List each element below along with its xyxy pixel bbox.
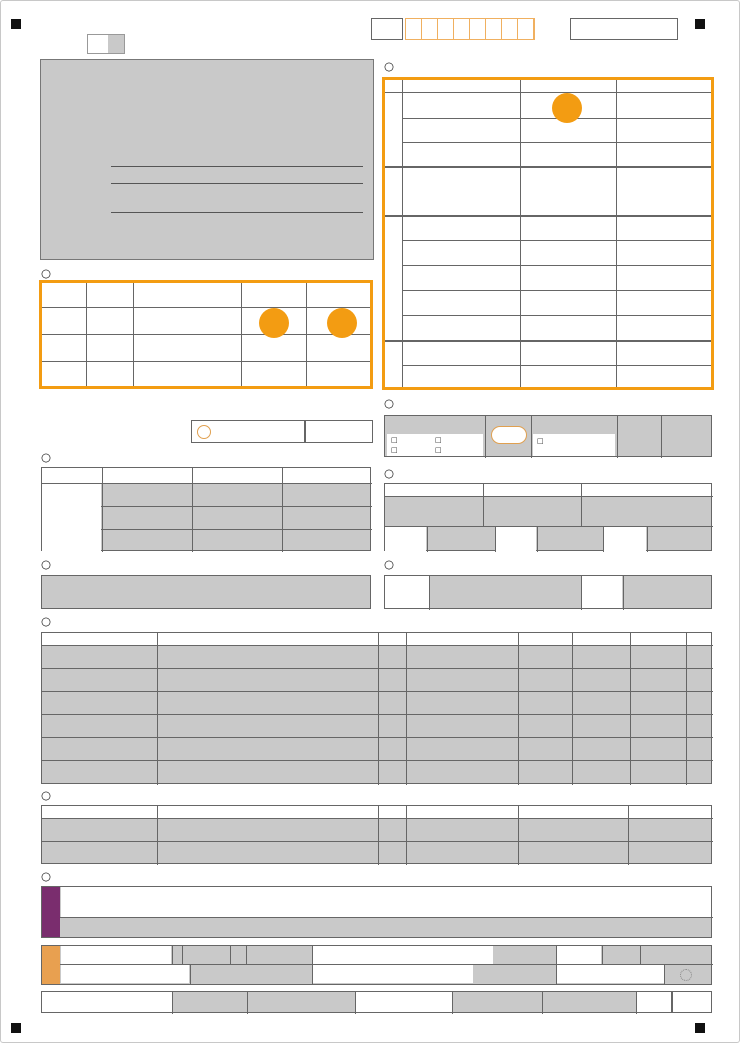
employee-section-title: ○ [41,788,52,802]
grid-line [661,416,662,458]
era-year-box[interactable] [87,34,125,54]
grid-line [542,992,543,1014]
casualty-table [384,483,712,551]
grid-line [42,714,713,715]
grid-line [172,946,173,964]
grid-line [572,633,573,785]
donation-table [384,575,712,609]
casualty-section-title: ○ [384,466,395,480]
grid-line [157,806,158,865]
era-year-gray [108,35,124,53]
insurance-section-title: ○ [384,59,395,73]
grid-line [378,806,379,865]
grid-line [42,760,713,761]
grid-line [282,468,283,552]
shimei-line [111,212,363,213]
office-bg [557,965,665,983]
grid-line [42,691,713,692]
yago-line [111,183,363,184]
footer-label-bg [42,992,172,1012]
grid-line [452,992,453,1014]
grid-line [42,818,713,819]
business-tax-tag [42,946,60,984]
grid-line [172,992,173,1014]
nontax-bg [61,946,171,964]
sale-bg [313,965,473,983]
grid-line [157,633,158,785]
side-note-wrap [713,119,733,965]
single-parent-option[interactable] [491,426,527,444]
badge-1 [259,308,289,338]
grid-line [190,964,191,984]
grid-line [518,806,519,865]
address-section [40,59,374,260]
grid-line [664,964,665,984]
grid-line [406,633,407,785]
resident-header-bg [61,887,711,917]
grid-line [182,946,183,964]
opt-dead[interactable]: □ [391,436,398,444]
registration-mark [695,1023,705,1033]
insurance-highlight [382,77,714,390]
grid-line [429,576,430,610]
start-bg [557,946,601,964]
grid-line [406,806,407,865]
grid-line [247,992,248,1014]
grid-line [230,946,231,964]
jusho-line [111,166,363,167]
registration-mark [11,19,21,29]
grid-line [42,668,713,669]
circle-48 [197,425,211,439]
business-table [41,945,712,985]
registration-mark [695,19,705,29]
grid-line [192,468,193,552]
donation-section-title: ○ [384,557,395,571]
footer-self-bg [356,992,452,1012]
blue-bg [61,965,189,983]
office-circle[interactable] [680,969,692,981]
grid-line [42,645,713,646]
grid-line [617,416,618,458]
ichiren-number-input[interactable] [672,991,712,1013]
employee-header [42,806,711,818]
loss-label-bg [385,527,426,551]
special-input[interactable] [41,575,371,609]
withholding-total-input[interactable] [305,420,373,443]
grid-line [531,416,532,458]
grid-line [628,806,629,865]
grid-line [640,946,641,964]
grid-line [483,484,484,526]
grid-line [485,416,486,458]
employee-table [41,805,712,864]
grid-line [102,468,103,552]
grid-line [60,917,713,918]
grid-line [630,633,631,785]
badge-4 [327,308,357,338]
donation-amount-bg [582,576,622,608]
grid-line [385,526,713,527]
footer-ichiren-bg [637,992,671,1012]
grid-line [385,496,713,497]
prior-loss-bg [313,946,493,964]
grid-line [427,526,428,552]
student-options [533,434,615,456]
personal-section-title: ○ [384,396,395,410]
footer-table [41,991,672,1013]
grid-line [602,946,603,964]
spouse-table [41,632,712,784]
grid-line [581,484,582,526]
registration-mark [11,1023,21,1033]
resident-table [41,886,712,938]
student-note1[interactable]: □ [537,437,544,445]
transfer-table [41,467,371,551]
transfer-section-title: ○ [41,450,52,464]
form-code-box [570,18,678,40]
casualty-header [385,484,711,496]
income-highlight [39,280,373,389]
grid-line [623,576,624,610]
grid-line [686,633,687,785]
seiri-number-boxes[interactable] [405,18,535,40]
seiri-label-box [371,18,403,40]
ins-label-bg [496,527,536,551]
resident-section-title: ○ [41,869,52,883]
grid-line [518,633,519,785]
opt-divorce[interactable]: □ [391,446,398,454]
grid-line [537,526,538,552]
special-section-title: ○ [41,557,52,571]
personal-table [384,415,712,457]
withholding-total-box [191,420,305,443]
transfer-rowhead-bg [42,484,101,551]
opt-unknown[interactable]: □ [435,436,442,444]
transfer-header [42,468,370,483]
grid-line [42,841,713,842]
grid-line [647,526,648,552]
resident-tax-tag [42,887,60,937]
grid-line [246,946,247,964]
grid-line [378,633,379,785]
badge-5 [552,93,582,123]
spouse-section-title: ○ [41,614,52,628]
grid-line [42,737,713,738]
spouse-header [42,633,711,645]
income-section-title: ○ [41,266,52,280]
opt-notreturn[interactable]: □ [435,446,442,454]
donation-name-bg [385,576,429,608]
deduct-label-bg [604,527,646,551]
